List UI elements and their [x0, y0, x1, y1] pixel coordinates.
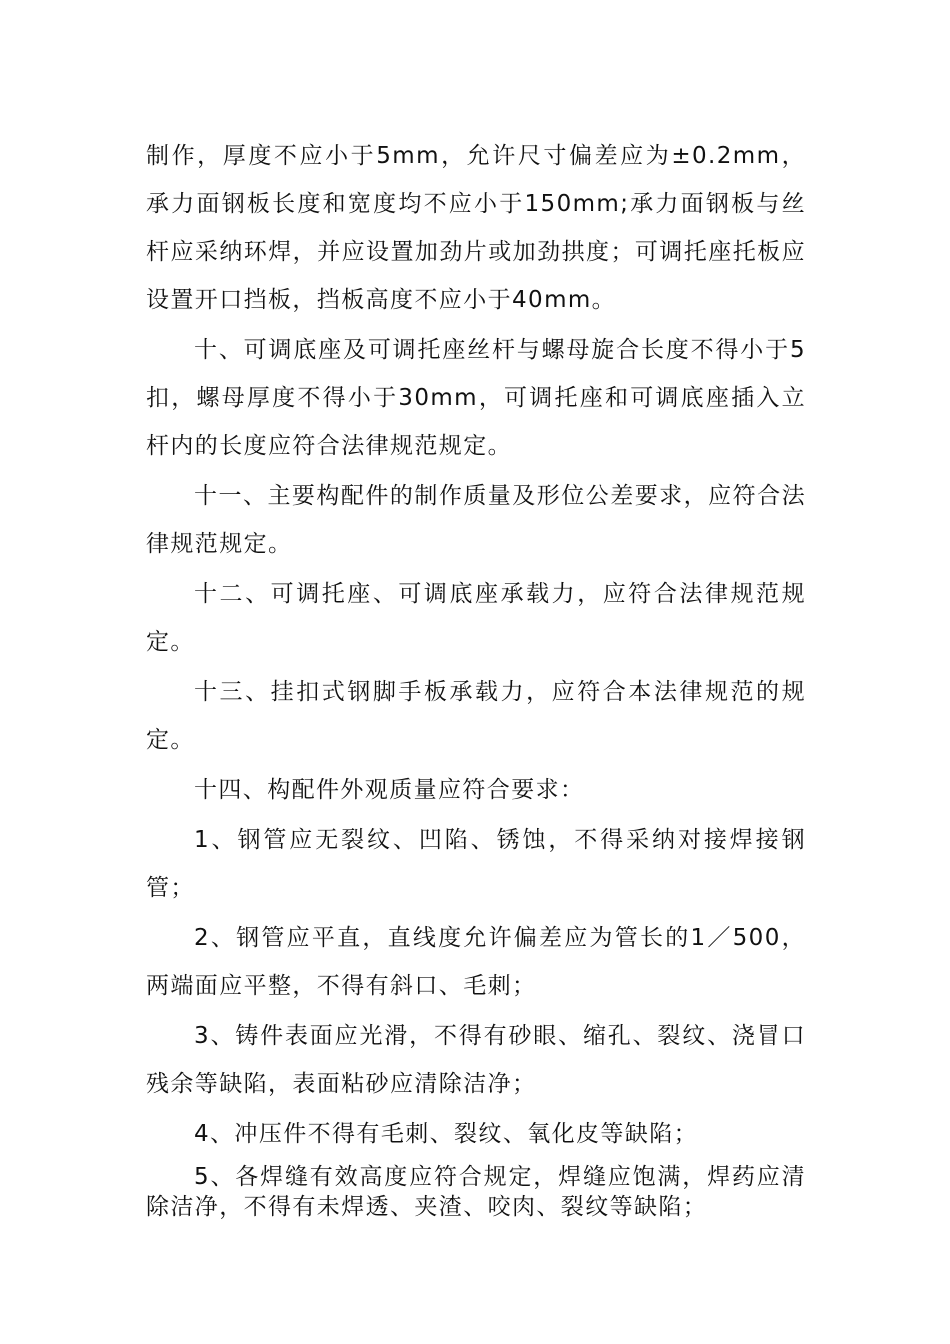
- paragraph-subitem-4: 4、冲压件不得有毛刺、裂纹、氧化皮等缺陷；: [194, 1121, 699, 1147]
- paragraph-item-10: 十、可调底座及可调托座丝杆与螺母旋合长度不得小于5扣，螺母厚度不得小于30mm，可调托座和可调底座插入立杆内的长度应符合法律规范规定。: [146, 337, 806, 459]
- paragraph-subitem-3: 3、铸件表面应光滑，不得有砂眼、缩孔、裂纹、浇冒口残余等缺陷，表面粘砂应清除洁净；: [146, 1023, 806, 1097]
- paragraph-subitem-5: 5、各焊缝有效高度应符合规定，焊缝应饱满，焊药应清除洁净，不得有未焊透、夹渣、咬肉、裂纹等缺陷；: [146, 1164, 806, 1220]
- paragraph-item-13: 十三、挂扣式钢脚手板承载力，应符合本法律规范的规定。: [146, 679, 806, 753]
- paragraph-subitem-1: 1、钢管应无裂纹、凹陷、锈蚀，不得采纳对接焊接钢管；: [146, 827, 806, 901]
- paragraph-item-11: 十一、主要构配件的制作质量及形位公差要求，应符合法律规范规定。: [146, 483, 806, 557]
- paragraph-item-14: 十四、构配件外观质量应符合要求：: [194, 777, 585, 803]
- paragraph-subitem-2: 2、钢管应平直，直线度允许偏差应为管长的1／500，两端面应平整，不得有斜口、毛刺；: [146, 925, 806, 999]
- document-page: [146, 132, 806, 1224]
- paragraph-item-12: 十二、可调托座、可调底座承载力，应符合法律规范规定。: [146, 581, 806, 655]
- paragraph-continuation: 制作，厚度不应小于5mm，允许尺寸偏差应为±0.2mm，承力面钢板长度和宽度均不应小于150mm;承力面钢板与丝杆应采纳环焊，并应设置加劲片或加劲拱度；可调托座托板应设置开口挡板，挡板高度不应小于40mm。: [146, 143, 806, 313]
